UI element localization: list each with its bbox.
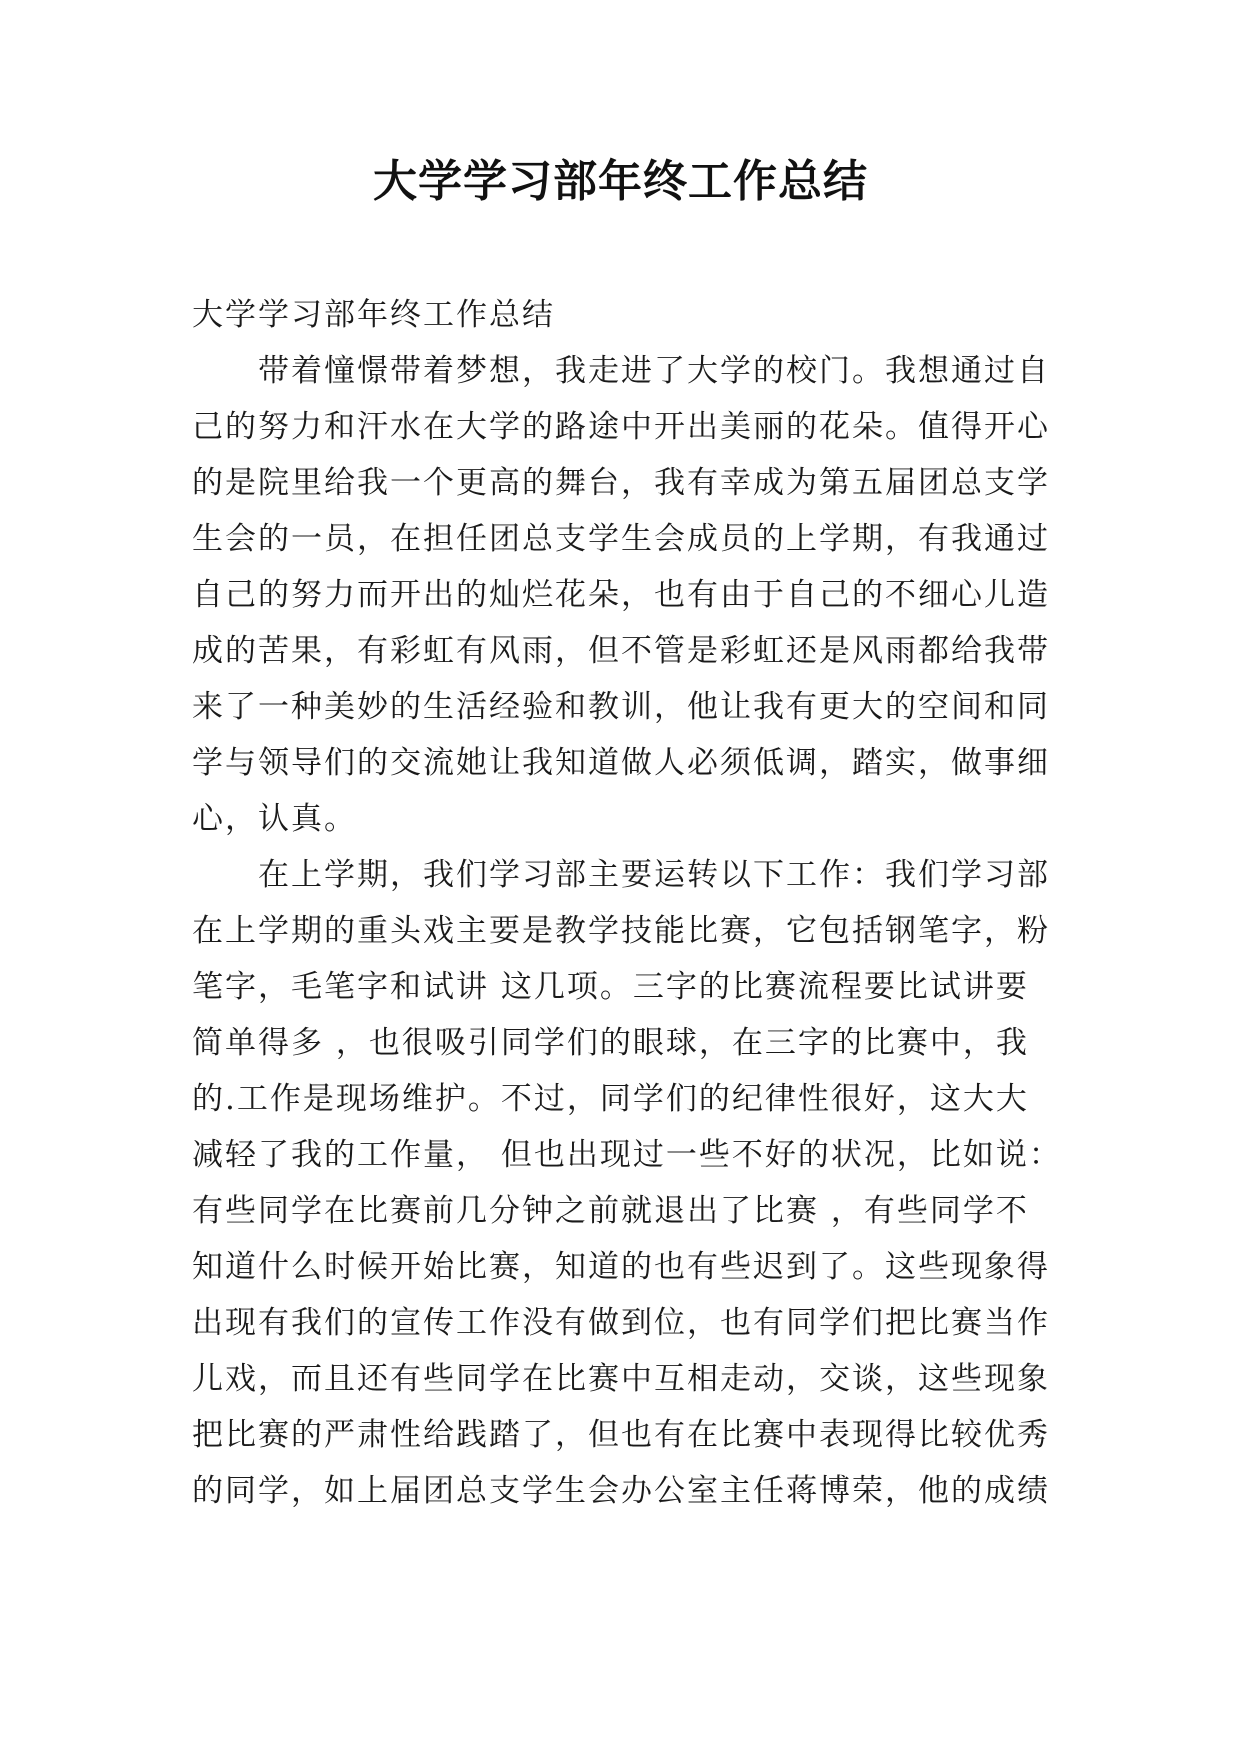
- body-line: 己的努力和汗水在大学的路途中开出美丽的花朵。值得开心: [192, 409, 1050, 445]
- body-line: 学与领导们的交流她让我知道做人必须低调，踏实，做事细: [192, 745, 1050, 781]
- body-line: 成的苦果，有彩虹有风雨，但不管是彩虹还是风雨都给我带: [192, 633, 1050, 669]
- body-line: 笔字，毛笔字和试讲 这几项。三字的比赛流程要比试讲要: [192, 969, 1029, 1005]
- body-line: 在上学期的重头戏主要是教学技能比赛，它包括钢笔字，粉: [192, 913, 1050, 949]
- body-line: 生会的一员，在担任团总支学生会成员的上学期，有我通过: [192, 521, 1050, 557]
- body-line: 自己的努力而开出的灿烂花朵，也有由于自己的不细心儿造: [192, 577, 1050, 613]
- body-line: 儿戏，而且还有些同学在比赛中互相走动，交谈，这些现象: [192, 1361, 1050, 1397]
- body-line: 的.工作是现场维护。不过，同学们的纪律性很好，这大大: [192, 1081, 1029, 1117]
- body-line: 出现有我们的宣传工作没有做到位，也有同学们把比赛当作: [192, 1305, 1050, 1341]
- body-line: 心，认真。: [192, 801, 357, 837]
- document-body: [192, 287, 1082, 1519]
- body-line: 的是院里给我一个更高的舞台，我有幸成为第五届团总支学: [192, 465, 1050, 501]
- body-line: 知道什么时候开始比赛，知道的也有些迟到了。这些现象得: [192, 1249, 1050, 1285]
- body-line: 来了一种美妙的生活经验和教训，他让我有更大的空间和同: [192, 689, 1050, 725]
- document-title: 大学学习部年终工作总结: [373, 156, 868, 207]
- body-line: 带着憧憬带着梦想，我走进了大学的校门。我想通过自: [192, 353, 1050, 389]
- body-line: 减轻了我的工作量， 但也出现过一些不好的状况，比如说：: [192, 1137, 1062, 1173]
- body-line-subtitle: 大学学习部年终工作总结: [192, 297, 555, 333]
- body-line: 的同学，如上届团总支学生会办公室主任蒋博荣，他的成绩: [192, 1473, 1050, 1509]
- body-line: 有些同学在比赛前几分钟之前就退出了比赛 ，有些同学不: [192, 1193, 1029, 1229]
- body-line: 在上学期，我们学习部主要运转以下工作：我们学习部: [192, 857, 1050, 893]
- body-line: 简单得多 ，也很吸引同学们的眼球，在三字的比赛中，我: [192, 1025, 1029, 1061]
- body-line: 把比赛的严肃性给践踏了，但也有在比赛中表现得比较优秀: [192, 1417, 1050, 1453]
